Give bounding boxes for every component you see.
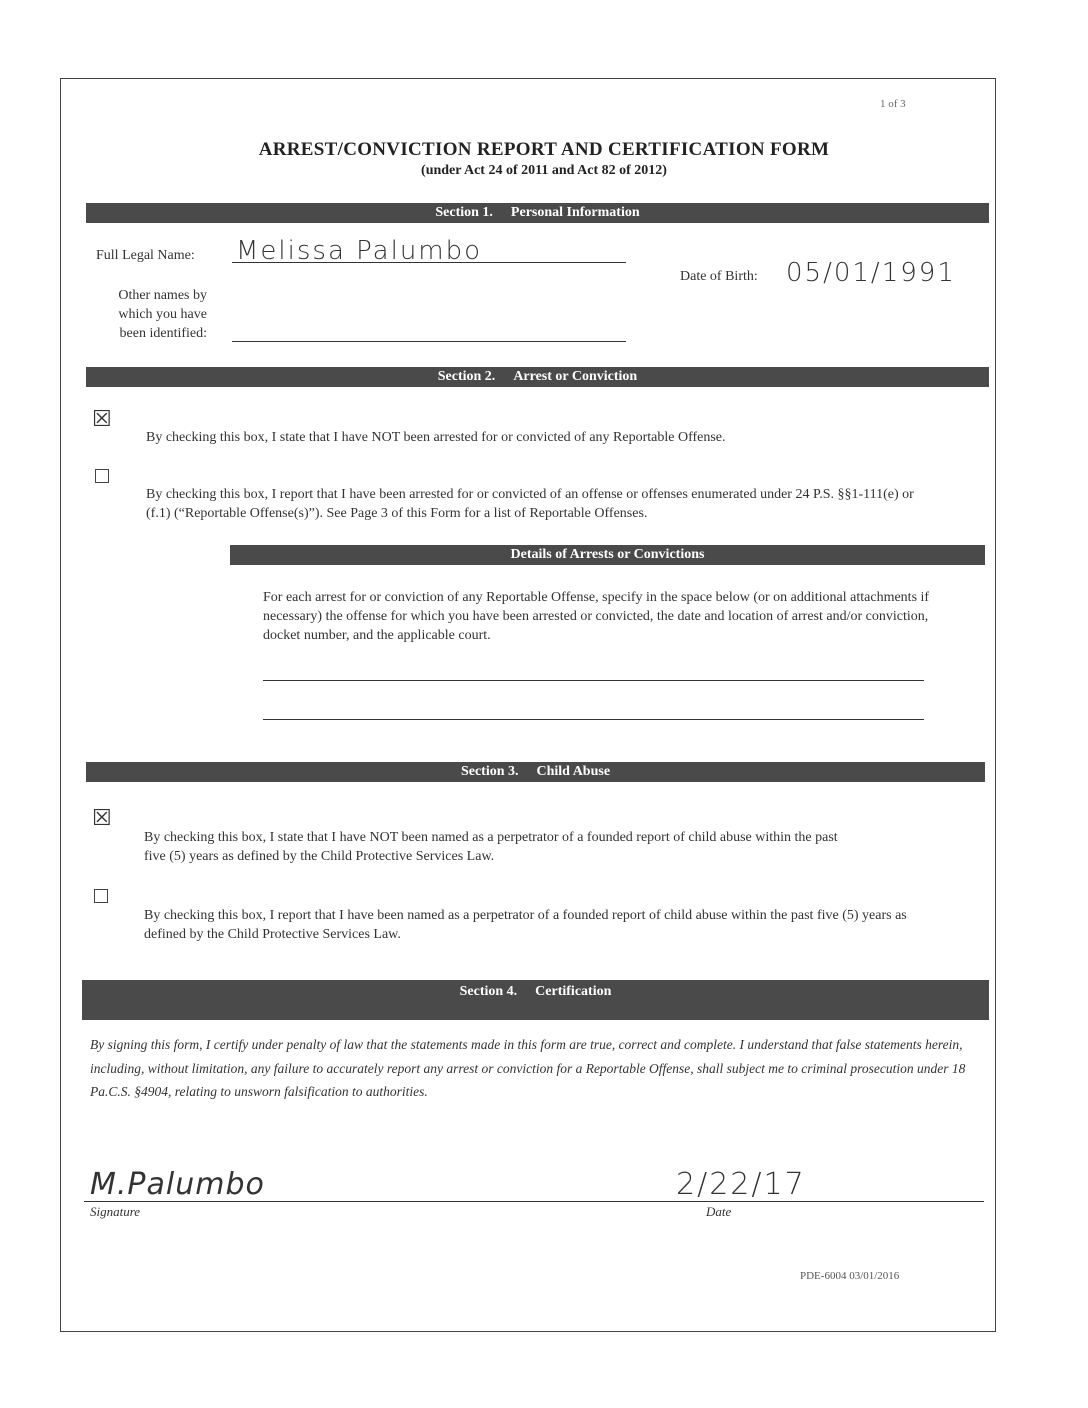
form-id: PDE-6004 03/01/2016 bbox=[800, 1270, 900, 1282]
section3-option2-text: By checking this box, I report that I have been named as a perpetrator of a founded report of child abuse within the past five (5) years as defined by the Child Protective Services Law. bbox=[144, 908, 907, 942]
section2-number: Section 2. bbox=[437, 369, 496, 384]
signature-label: Signature bbox=[90, 1204, 141, 1219]
details-header: Details of Arrests or Convictions bbox=[230, 545, 985, 565]
details-line-2[interactable] bbox=[263, 719, 924, 720]
details-instructions: For each arrest for or conviction of any Reportable Offense, specify in the space below (or on additional attachments if necessary) the offense for which you have been arrested or convicted, the date and location of arrest and/or conviction, docket number, and the applicable court. bbox=[263, 590, 930, 643]
other-names-label: Other names by which you have been identified: bbox=[118, 288, 207, 341]
date-label: Date bbox=[706, 1204, 732, 1219]
section1-number: Section 1. bbox=[435, 205, 493, 220]
section3-number: Section 3. bbox=[460, 764, 519, 779]
full-name-label: Full Legal Name: bbox=[96, 248, 195, 263]
section1-name: Personal Information bbox=[510, 205, 640, 220]
signature-line bbox=[84, 1201, 984, 1202]
section2-header bbox=[86, 367, 989, 387]
section2-option2-text: By checking this box, I report that I have been arrested for or convicted of an offense or offenses enumerated under 24 P.S. §§1-111(e) or (f.1) (“Reportable Offense(s)”). See Page 3 of this Form for a list of Reportable Offenses. bbox=[146, 487, 914, 521]
details-line-1[interactable] bbox=[263, 680, 924, 681]
section2-option1-text: By checking this box, I state that I have NOT been arrested for or convicted of any Reportable Offense. bbox=[146, 430, 726, 445]
full-name-value[interactable]: Melissa Palumbo bbox=[236, 236, 483, 266]
section4-number: Section 4. bbox=[459, 984, 518, 999]
section4-name: Certification bbox=[535, 984, 612, 999]
other-names-line[interactable] bbox=[232, 341, 626, 342]
section3-checkbox-named[interactable] bbox=[94, 889, 108, 903]
section3-header bbox=[86, 762, 985, 782]
section1-header bbox=[86, 203, 989, 223]
form-subtitle: (under Act 24 of 2011 and Act 82 of 2012) bbox=[421, 163, 667, 178]
date-value[interactable]: 2/22/17 bbox=[676, 1167, 806, 1202]
section3-name: Child Abuse bbox=[536, 764, 611, 779]
certification-statement: By signing this form, I certify under penalty of law that the statements made in this form are true, correct and complete. I understand that false statements herein, including, without limitation, any failure to accurately report any arrest or conviction for a Reportable Offense, shall subject me to criminal prosecution under 18 Pa.C.S. §4904, relating to unsworn falsification to authorities. bbox=[90, 1037, 966, 1099]
section3-option1-text: By checking this box, I state that I have NOT been named as a perpetrator of a founded report of child abuse within the past five (5) years as defined by the Child Protective Services Law. bbox=[144, 830, 838, 864]
section3-checkbox-not-named[interactable]: ☒ bbox=[92, 806, 112, 831]
form-title: ARREST/CONVICTION REPORT AND CERTIFICATION FORM bbox=[258, 139, 830, 160]
section2-checkbox-arrested[interactable] bbox=[95, 469, 109, 483]
dob-label: Date of Birth: bbox=[680, 269, 758, 284]
section4-header bbox=[82, 980, 989, 1020]
section2-checkbox-not-arrested[interactable]: ☒ bbox=[92, 407, 112, 432]
full-name-line bbox=[232, 262, 626, 263]
page-number: 1 of 3 bbox=[880, 98, 906, 110]
dob-value[interactable]: 05/01/1991 bbox=[786, 258, 956, 288]
signature-value[interactable]: M.Palumbo bbox=[90, 1167, 265, 1202]
section2-name: Arrest or Conviction bbox=[513, 369, 638, 384]
